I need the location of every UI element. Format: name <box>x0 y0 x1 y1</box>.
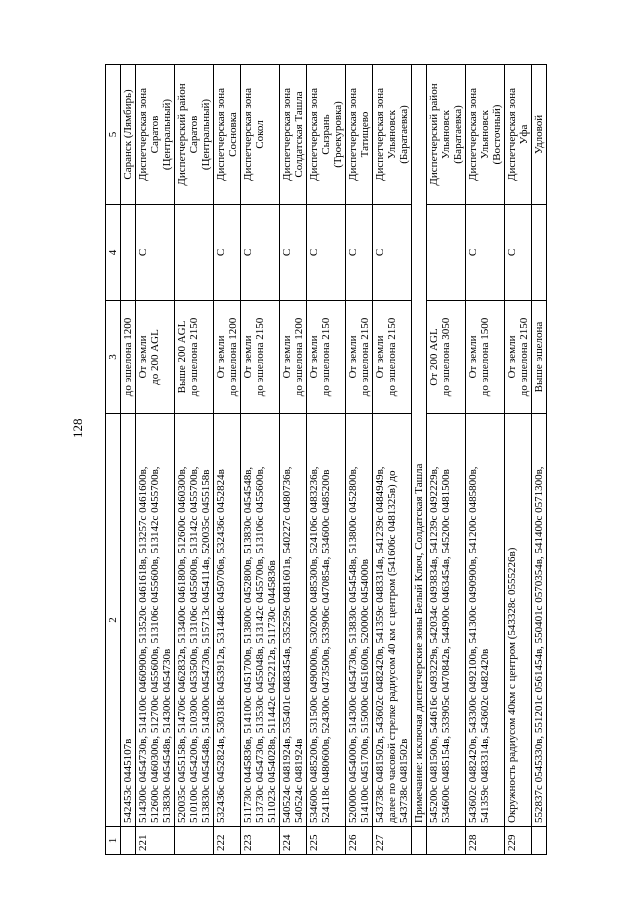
page-number: 128 <box>70 418 85 438</box>
coordinates-line: 543738с 0481502в, 543602с 0482420в, 541359с 0483314в, 541239с 0484949в, <box>374 466 386 823</box>
coordinates-line: 514300с 0454730в, 514100с 0460900в, 513520с 0461618в, 513257с 0461600в, <box>137 466 149 823</box>
coordinates-line: 511023с 0454028в, 511442с 0452212в, 511730с 0445836в <box>266 560 278 823</box>
table-row <box>505 65 532 855</box>
zone-number: 227 <box>373 827 412 855</box>
altitude-line: до эшелона 3050 <box>440 317 452 397</box>
coordinates-line: 542453с 0445107в <box>122 738 134 823</box>
altitude-line: От 200 AGL <box>428 328 440 386</box>
note-text: Примечание: исключая диспетчерские зоны Белый Ключ, Солдатская Ташла <box>412 65 427 827</box>
airspace-class: С <box>241 205 280 301</box>
altitude-line: От земли <box>347 335 359 379</box>
header-cell: 4 <box>106 205 121 301</box>
coordinates-line: 513830с 0454548в, 514300с 0454730в, 515713с 0454114в, 520035с 0455158в <box>200 469 212 823</box>
zone-name-cell <box>466 65 505 205</box>
zone-number: 225 <box>307 827 346 855</box>
zone-name-line: Диспетчерская зона <box>308 87 320 182</box>
airspace-class <box>121 205 136 301</box>
zone-number <box>532 827 547 855</box>
coordinates-cell <box>241 414 280 827</box>
altitude-line: Выше 200 AGL <box>176 320 188 394</box>
zone-name-cell <box>505 65 532 205</box>
coordinates-cell <box>427 414 466 827</box>
zone-number: 226 <box>346 827 373 855</box>
zone-number: 228 <box>466 827 505 855</box>
zone-number: 222 <box>214 827 241 855</box>
altitude-line: до эшелона 1200 <box>227 317 239 397</box>
zone-name-line: Саранск (Лямбирь) <box>122 89 134 180</box>
altitude-line: до эшелона 2150 <box>188 317 200 397</box>
altitude-line: до эшелона 2150 <box>386 317 398 397</box>
table-row <box>121 65 136 855</box>
altitude-line: От земли <box>506 335 518 379</box>
coordinates-line: 532436с 0452824в, 530318с 0453912в, 531448с 0450706в, 532436с 0452824в <box>215 469 227 823</box>
zone-name-line: Сызрань <box>320 114 332 155</box>
header-cell: 2 <box>106 414 121 827</box>
altitude-cell <box>280 301 307 414</box>
altitude-line: до эшелона 2150 <box>254 317 266 397</box>
coordinates-cell <box>175 414 214 827</box>
coordinates-line: 543738с 0481502в <box>398 738 410 823</box>
table-row <box>466 65 505 855</box>
airspace-class: С <box>346 205 373 301</box>
altitude-cell <box>307 301 346 414</box>
table-row <box>214 65 241 855</box>
zone-name-line: (Восточный) <box>491 104 503 165</box>
coordinates-line: 534600с 0485200в, 531500с 0490000в, 530200с 0485300в, 524106с 0483236в, <box>308 466 320 823</box>
altitude-cell <box>136 301 175 414</box>
coordinates-line: 513830с 0454548в, 514300с 0454730в <box>161 648 173 823</box>
zone-number <box>121 827 136 855</box>
coordinates-cell <box>373 414 412 827</box>
airspace-class <box>175 205 214 301</box>
zone-name-cell <box>532 65 547 205</box>
zone-number: 223 <box>241 827 280 855</box>
zone-name-line: Уфа <box>518 124 530 145</box>
altitude-line: От земли <box>308 335 320 379</box>
zone-name-line: Удловой <box>533 114 545 155</box>
coordinates-cell <box>214 414 241 827</box>
zone-name-cell <box>427 65 466 205</box>
coordinates-line: 520000с 0454000в, 514300с 0454730в, 513830с 0454548в, 513800с 0452800в, <box>347 466 359 823</box>
zone-name-cell <box>175 65 214 205</box>
zone-name-cell <box>214 65 241 205</box>
zone-number: 229 <box>505 827 532 855</box>
coordinates-line: 512600с 0460300в, 512700с 0455600в, 513106с 0455600в, 513142с 0455700в, <box>149 466 161 823</box>
table-row <box>427 65 466 855</box>
zone-name-line: Сокол <box>254 120 266 149</box>
zone-name-cell <box>307 65 346 205</box>
zone-number: 224 <box>280 827 307 855</box>
zone-name-line: (Троекуровка) <box>332 101 344 168</box>
coordinates-cell <box>121 414 136 827</box>
header-row <box>106 65 121 855</box>
zone-name-line: Диспетчерская зона <box>281 87 293 182</box>
coordinates-line: 513730с 0454730в, 513530с 0455048в, 513142с 0455700в, 513106с 0455600в, <box>254 466 266 823</box>
altitude-cell <box>505 301 532 414</box>
coordinates-line: 541359с 0483314в, 543602с 0482420в <box>479 648 491 823</box>
zone-name-line: Диспетчерская зона <box>137 87 149 182</box>
zone-name-line: (Центральный) <box>200 98 212 171</box>
altitude-cell <box>121 301 136 414</box>
zone-name-line: Сосновка <box>227 112 239 157</box>
altitude-cell <box>532 301 547 414</box>
coordinates-cell <box>307 414 346 827</box>
table-row <box>136 65 175 855</box>
airspace-class: С <box>136 205 175 301</box>
altitude-line: до эшелона 2150 <box>518 317 530 397</box>
zone-number <box>175 827 214 855</box>
zone-name-line: Ульяновск <box>479 110 491 159</box>
zone-name-line: Саратов <box>149 115 161 154</box>
airspace-class: С <box>505 205 532 301</box>
header-cell: 3 <box>106 301 121 414</box>
zone-name-line: Татищево <box>359 111 371 158</box>
airspace-class: С <box>214 205 241 301</box>
zone-name-line: Саратов <box>188 115 200 154</box>
zone-name-line: Солдатская Ташла <box>293 91 305 178</box>
zone-name-line: Ульяновск <box>386 110 398 159</box>
coordinates-line: Окружность радиусом 40км с центром (543328с 0555226в) <box>506 547 518 823</box>
coordinates-line: 524118с 0480600в, 524300с 0473500в, 533906с 0470854в, 534600с 0485200в <box>320 469 332 823</box>
zone-name-cell <box>346 65 373 205</box>
zone-name-cell <box>241 65 280 205</box>
coordinates-cell <box>346 414 373 827</box>
zone-name-line: (Баратаевка) <box>452 105 464 164</box>
altitude-line: до эшелона 1200 <box>122 317 134 397</box>
coordinates-cell <box>136 414 175 827</box>
altitude-line: до эшелона 1200 <box>293 317 305 397</box>
zone-name-line: Диспетчерская зона <box>347 87 359 182</box>
altitude-line: От земли <box>242 335 254 379</box>
altitude-cell <box>214 301 241 414</box>
note-row <box>412 65 427 855</box>
altitude-line: От земли <box>215 335 227 379</box>
coordinates-line: далее по часовой стрелке радиусом 40 км с центром (541606с 0481325в) до <box>386 470 398 823</box>
coordinates-line: 552837с 0545330в, 551201с 0561454в, 550401с 0570354в, 541400с 0571300в, <box>533 466 545 823</box>
airspace-class: С <box>466 205 505 301</box>
coordinates-line: 543602с 0482420в, 543300с 0492100в, 541300с 0490900в, 541200с 0485800в, <box>467 466 479 823</box>
altitude-line: до эшелона 2150 <box>359 317 371 397</box>
table-row <box>373 65 412 855</box>
altitude-line: От земли <box>374 335 386 379</box>
altitude-cell <box>241 301 280 414</box>
table-row <box>280 65 307 855</box>
coordinates-cell <box>466 414 505 827</box>
altitude-line: до 200 AGL <box>149 329 161 385</box>
coordinates-line: 545200с 0481500в, 544616с 0493229в, 542034с 0493834в, 541239с 0492229в, <box>428 466 440 823</box>
altitude-line: до эшелона 2150 <box>320 317 332 397</box>
altitude-cell <box>373 301 412 414</box>
table-body <box>121 65 547 855</box>
coordinates-cell <box>505 414 532 827</box>
zone-name-line: Диспетчерская зона <box>242 87 254 182</box>
airspace-class: С <box>280 205 307 301</box>
altitude-line: От земли <box>467 335 479 379</box>
coordinates-line: 534600с 0485154в, 533905с 0470842в, 544900с 0463454в, 545200с 0481500в <box>440 469 452 823</box>
zone-number <box>427 827 466 855</box>
table-row <box>346 65 373 855</box>
altitude-cell <box>427 301 466 414</box>
zone-name-line: Диспетчерский район <box>176 83 188 186</box>
coordinates-line: 514100с 0451700в, 515000с 0451600в, 520000с 0454000в <box>359 559 371 823</box>
zone-name-line: Ульяновск <box>440 110 452 159</box>
table-row <box>175 65 214 855</box>
coordinates-cell <box>532 414 547 827</box>
header-cell: 5 <box>106 65 121 205</box>
zone-name-line: (Баратаевка) <box>398 105 410 164</box>
table-row <box>307 65 346 855</box>
altitude-line: От земли <box>281 335 293 379</box>
rotated-page <box>105 65 545 855</box>
altitude-line: От земли <box>137 335 149 379</box>
zone-number: 221 <box>136 827 175 855</box>
zone-name-cell <box>373 65 412 205</box>
zone-name-line: Диспетчерская зона <box>506 87 518 182</box>
coordinates-cell <box>280 414 307 827</box>
zone-name-line: Диспетчерская зона <box>215 87 227 182</box>
zone-name-line: Диспетчерская зона <box>467 87 479 182</box>
coordinates-line: 511730с 0445836в, 514100с 0451700в, 513800с 0452800в, 513830с 0454548в, <box>242 466 254 823</box>
airspace-class <box>427 205 466 301</box>
coordinates-line: 510100с 0454200в, 510300с 0453500в, 513106с 0455600в, 513142с 0455700в, <box>188 466 200 823</box>
airspace-class <box>532 205 547 301</box>
altitude-line: до эшелона 1500 <box>479 317 491 397</box>
zone-name-cell <box>280 65 307 205</box>
airspace-class: С <box>373 205 412 301</box>
zone-name-line: (Центральный) <box>161 98 173 171</box>
zone-name-cell <box>136 65 175 205</box>
table-row <box>241 65 280 855</box>
zone-name-line: Диспетчерская зона <box>374 87 386 182</box>
altitude-cell <box>466 301 505 414</box>
zone-name-line: Диспетчерский район <box>428 83 440 186</box>
zone-name-cell <box>121 65 136 205</box>
airspace-class: С <box>307 205 346 301</box>
table-row <box>532 65 547 855</box>
coordinates-line: 520035с 0455158в, 514706с 0462832в, 513400с 0461800в, 512600с 0460300в, <box>176 466 188 823</box>
altitude-cell <box>175 301 214 414</box>
altitude-line: Выше эшелона <box>533 321 545 393</box>
note-row-spacer <box>412 827 427 855</box>
header-cell: 1 <box>106 827 121 855</box>
coordinates-line: 540524с 0481924в <box>293 738 305 823</box>
coordinates-line: 540524с 0481924в, 535401с 0483454в, 535259с 0481601в, 540227с 0480736в, <box>281 466 293 823</box>
altitude-cell <box>346 301 373 414</box>
airspace-table <box>105 64 547 855</box>
